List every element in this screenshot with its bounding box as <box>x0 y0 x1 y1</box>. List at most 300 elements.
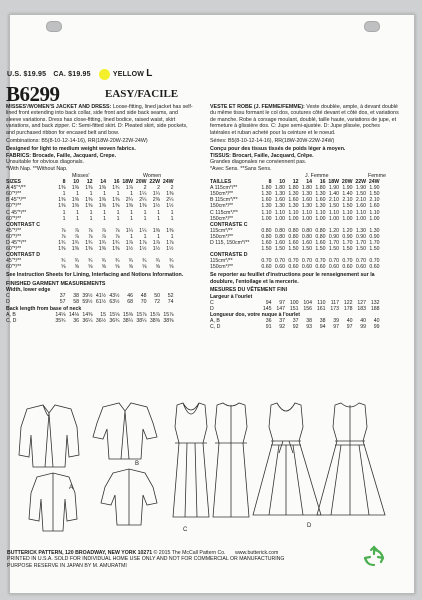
yardage-cell: 1 <box>170 209 174 216</box>
measurement-cell: 178 <box>343 305 353 312</box>
yardage-cell: 1.70 <box>355 240 366 246</box>
measurement-cell: 72 <box>154 299 160 306</box>
en-yardage-table <box>6 179 175 270</box>
yardage-cell: ⅝ <box>155 264 160 271</box>
yardage-cell: 1½ <box>139 246 147 253</box>
en-fabrics: FABRICS: Brocade, Faille, Jacquard, Crepe. <box>6 152 117 159</box>
fr-femme-label: Femme <box>368 173 386 180</box>
measurement-cell: 38¼ <box>136 317 147 324</box>
measurement-title: Longueur dos, votre nuque à l'ourlet <box>210 311 301 318</box>
size-header: 20W <box>135 179 147 186</box>
row-label: C 115cm*/** <box>210 209 238 216</box>
size-header: 24W <box>368 179 380 186</box>
yardage-cell: ⅞ <box>74 233 79 240</box>
size-header: 24W <box>162 179 174 186</box>
yardage-cell: 1.20 <box>328 227 339 234</box>
en-description-title: MISSES'/WOMEN'S JACKET AND DRESS: <box>6 104 112 110</box>
measurement-cell: 183 <box>357 305 366 312</box>
yardage-cell: 1 <box>103 215 106 222</box>
yardage-cell: 1⅞ <box>166 240 174 246</box>
en-combinations: Combinations: B5(8-10-12-14-16), RR(18W-20W-22W-24W) <box>6 138 148 145</box>
price-color: YELLOW <box>112 71 145 78</box>
yardage-row <box>210 264 381 270</box>
yardage-cell: 1.50 <box>288 246 299 253</box>
yardage-cell: 1⅜ <box>58 203 66 210</box>
yardage-cell: ⅝ <box>169 264 174 271</box>
measurement-cell: 58 <box>73 299 79 306</box>
yardage-cell: 1.50 <box>274 246 285 253</box>
yardage-cell: 1¼ <box>139 227 147 234</box>
yardage-cell: ⅝ <box>61 264 66 271</box>
yardage-cell: 1 <box>89 209 93 216</box>
yardage-cell: 0.80 <box>261 227 272 234</box>
yardage-cell: 1 <box>62 209 66 216</box>
yardage-cell: 1.80 <box>261 185 272 192</box>
size-header: 18W <box>328 179 339 186</box>
fr-finished-table <box>210 294 381 331</box>
fr-yardage-table <box>210 179 381 270</box>
yardage-cell: 1.50 <box>369 191 380 198</box>
figure-label-a: A <box>69 485 74 491</box>
row-label: C <box>210 299 214 306</box>
yardage-cell: 1.90 <box>328 185 339 192</box>
row-label: D 45"*/** <box>6 240 27 246</box>
yardage-cell: 1.70 <box>369 240 380 246</box>
yardage-cell: 2¼ <box>125 197 133 204</box>
yardage-cell: 1.10 <box>328 209 339 216</box>
measurement-cell: 92 <box>292 324 299 331</box>
measurement-cell: 40 <box>346 318 353 325</box>
price-size: L <box>146 68 153 79</box>
row-label: 60"*/** <box>6 203 22 210</box>
yardage-cell: 1.50 <box>328 246 339 253</box>
row-label: 115cm*/** <box>210 258 233 265</box>
measurement-cell: 63½ <box>109 299 120 306</box>
row-label: CONTRAST C <box>6 221 41 228</box>
sizes-label: TAILLES <box>210 179 232 186</box>
measurement-cell: 145 <box>262 305 272 312</box>
yardage-cell: 1.30 <box>315 191 326 198</box>
row-label: B 115cm*/** <box>210 197 238 204</box>
yardage-cell: ¾ <box>101 258 106 265</box>
size-header: 8 <box>62 179 66 186</box>
yardage-cell: 1.00 <box>355 215 366 222</box>
measurement-cell: 43½ <box>109 293 120 300</box>
pattern-number: B6299 <box>6 82 60 106</box>
yardage-cell: 1.50 <box>355 191 366 198</box>
yardage-cell: 1.60 <box>301 197 312 204</box>
yardage-cell: 0.90 <box>342 233 353 240</box>
dress-d-back-drawing <box>317 403 385 515</box>
en-finished-title: FINISHED GARMENT MEASUREMENTS <box>6 280 106 287</box>
yardage-cell: 1⅜ <box>98 185 106 192</box>
measurement-cell: 15⅝ <box>122 311 133 318</box>
yardage-cell: 1.50 <box>301 246 312 253</box>
yardage-cell: 1¾ <box>58 240 66 246</box>
yardage-cell: 1 <box>116 209 120 216</box>
yardage-cell: 2 <box>170 185 174 192</box>
yardage-cell: 1⅜ <box>71 197 79 204</box>
publisher-address: BUTTERICK PATTERN, 120 BROADWAY, NEW YORK 10271 <box>7 550 153 556</box>
yardage-cell: 1¼ <box>152 191 160 198</box>
measurement-cell: 70 <box>140 299 147 306</box>
jacket-a-back-drawing <box>29 473 77 531</box>
measurement-cell: 99 <box>360 324 366 331</box>
yardage-cell: 1.80 <box>315 185 326 192</box>
price-ca: CA. $19.95 <box>53 71 91 78</box>
yardage-cell: 1½ <box>125 246 133 253</box>
yardage-cell: 1 <box>130 233 133 240</box>
yardage-cell: ⅝ <box>142 264 147 271</box>
measurement-cell: 38⅜ <box>149 317 160 324</box>
yardage-cell: 1½ <box>152 203 160 210</box>
yardage-cell: 0.60 <box>261 264 272 271</box>
copyright: © 2015 The McCall Pattern Co. <box>153 550 226 556</box>
yardage-cell: 1.00 <box>301 215 312 222</box>
yardage-cell: 0.90 <box>369 233 380 240</box>
yardage-cell: 1.30 <box>355 227 366 234</box>
yardage-cell: 1¾ <box>112 185 120 192</box>
yardage-cell: 1.60 <box>288 240 299 246</box>
yardage-cell: ⅝ <box>101 264 106 271</box>
measurement-title: Back length from base of neck <box>6 305 82 312</box>
row-label: A 115cm*/** <box>210 185 238 192</box>
yardage-cell: 1⅜ <box>58 246 66 253</box>
yardage-cell: 1¾ <box>112 240 120 246</box>
en-unsuitable: Unsuitable for obvious diagonals. <box>6 159 85 166</box>
yardage-cell: 0.60 <box>288 264 299 271</box>
yardage-cell: 1.00 <box>328 215 339 222</box>
yardage-cell: ⅞ <box>101 233 106 240</box>
yardage-cell: 0.60 <box>301 264 312 271</box>
yardage-cell: 1.40 <box>342 191 353 198</box>
size-header: 10 <box>279 179 285 186</box>
yardage-cell: 0.80 <box>288 227 299 234</box>
yardage-cell: 1⅜ <box>85 203 93 210</box>
measurement-row <box>6 318 175 324</box>
yardage-cell: 1.10 <box>261 209 272 216</box>
yardage-cell: 0.60 <box>342 264 353 271</box>
row-label: C <box>6 293 10 300</box>
yardage-cell: 1⅜ <box>85 185 93 192</box>
yardage-cell: 1 <box>89 215 93 222</box>
yardage-cell: 0.80 <box>315 227 326 234</box>
row-label: D <box>210 305 214 312</box>
measurement-cell: 35¾ <box>55 317 66 324</box>
yardage-cell: 1⅜ <box>85 246 93 253</box>
yardage-cell: 1.30 <box>315 203 326 210</box>
yardage-cell: ⅞ <box>88 227 93 234</box>
measurement-cell: 151 <box>289 305 299 312</box>
yardage-cell: 1 <box>130 215 133 222</box>
yardage-cell: 2 <box>143 185 147 192</box>
fr-unsuitable: Grandes diagonales ne conviennent pas. <box>210 159 307 166</box>
yardage-cell: 1 <box>89 191 93 198</box>
measurement-cell: 36¾ <box>109 317 120 324</box>
yardage-cell: 1.10 <box>274 209 285 216</box>
yardage-cell: 0.90 <box>355 233 366 240</box>
yardage-cell: ⅞ <box>61 233 66 240</box>
yardage-cell: 1.60 <box>369 203 380 210</box>
size-header: 22W <box>355 179 366 186</box>
yardage-cell: ¾ <box>74 258 79 265</box>
fr-jfemme-label: J. Femme <box>305 173 329 180</box>
measurement-cell: 38⅜ <box>163 317 174 324</box>
yardage-cell: 1.30 <box>288 203 299 210</box>
yardage-cell: 1.20 <box>342 227 353 234</box>
figure-label-d: D <box>307 523 312 529</box>
technical-drawings <box>7 397 397 543</box>
yardage-cell: 1⅞ <box>125 185 133 192</box>
row-label: 150cm*/** <box>210 233 234 240</box>
yardage-cell: 1¼ <box>139 191 147 198</box>
yardage-cell: 1⅜ <box>71 246 79 253</box>
yardage-cell: 0.70 <box>261 258 272 265</box>
fr-description-title: VESTE ET ROBE (J. FEMME/FEMME): <box>210 104 305 110</box>
size-header: 10 <box>73 179 79 186</box>
yardage-cell: 1.50 <box>328 203 339 210</box>
measurement-cell: 100 <box>289 299 299 306</box>
yardage-cell: 1½ <box>166 246 174 253</box>
yardage-cell: ⅞ <box>115 233 120 240</box>
yardage-cell: 1 <box>103 191 106 198</box>
yardage-cell: 0.80 <box>301 233 312 240</box>
yardage-cell: 1⅜ <box>58 185 66 192</box>
yardage-cell: 1.30 <box>274 191 285 198</box>
yardage-cell: 1.30 <box>369 227 380 234</box>
yardage-cell: ⅞ <box>61 227 66 234</box>
measurement-cell: 14⅜ <box>82 311 93 318</box>
yardage-cell: 1.80 <box>288 185 299 192</box>
yardage-cell: ⅞ <box>74 227 79 234</box>
measurement-cell: 91 <box>265 324 272 331</box>
yardage-cell: 1.50 <box>355 246 366 253</box>
yardage-cell: 2.10 <box>369 197 380 204</box>
fr-instruction-note: Se reporter au feuillet d'instructions pour le renseignement sur la doublure, l'entoilage et la mercerie. <box>210 272 375 285</box>
row-label: 60"*/** <box>6 246 22 253</box>
yardage-cell: 1.50 <box>342 246 353 253</box>
fr-finished-title: MESURES DU VÊTEMENT FINI <box>210 287 288 294</box>
measurement-cell: 39 <box>333 318 339 325</box>
row-label: C 45"*/** <box>6 209 27 216</box>
measurement-cell: 99 <box>373 324 380 331</box>
fr-nap-note: *Avec Sens. **Sans Sens. <box>210 165 272 172</box>
yardage-row <box>6 264 175 270</box>
yardage-cell: 1 <box>157 215 160 222</box>
measurement-cell: 92 <box>279 324 285 331</box>
fr-fabrics: TISSUS: Brocart, Faille, Jacquard, Crêpe. <box>210 152 314 159</box>
yardage-cell: 0.80 <box>288 233 299 240</box>
yardage-cell: 1.60 <box>274 240 285 246</box>
yardage-cell: 1 <box>76 191 79 198</box>
yardage-cell: 1.50 <box>369 246 380 253</box>
yardage-cell: 1.30 <box>274 203 285 210</box>
yardage-cell: ⅝ <box>128 264 133 271</box>
en-misses-label: Misses' <box>72 173 90 180</box>
yardage-cell: 1 <box>157 233 160 240</box>
measurement-cell: 48 <box>140 293 147 300</box>
measurement-cell: 37 <box>292 318 299 325</box>
row-label: B 45"*/** <box>6 197 27 204</box>
en-description: Loose-fitting, lined jacket has self-lined front extending into back collar, side front and side back seams, and sleeve variations. Dress has close-fitting, lined bodice, raised waist, skirt variations, and back zipper. C: Semi-fitted skirt. D: Pleated skirt, side pockets, and purchased ribbon for encased belt and bow. <box>6 104 193 136</box>
yardage-cell: ¾ <box>142 258 147 265</box>
yardage-cell: 0.70 <box>315 258 326 265</box>
size-header: 8 <box>268 179 272 186</box>
measurement-cell: 57 <box>59 299 66 306</box>
yardage-cell: 0.60 <box>328 264 339 271</box>
dress-c-back-drawing <box>213 403 249 517</box>
size-header: 16 <box>113 179 120 186</box>
measurement-cell: 74 <box>167 299 174 306</box>
size-header: 14 <box>100 179 106 186</box>
row-label: 60"*/** <box>6 191 22 198</box>
yardage-cell: 2.10 <box>342 197 353 204</box>
yardage-cell: 1⅜ <box>139 203 147 210</box>
yardage-cell: 1.10 <box>301 209 312 216</box>
figure-label-b: B <box>135 461 140 467</box>
yardage-cell: 1.60 <box>315 240 326 246</box>
yardage-cell: 0.60 <box>355 264 366 271</box>
measurement-cell: 188 <box>370 305 380 312</box>
yardage-cell: 1⅜ <box>166 191 174 198</box>
yardage-cell: 0.70 <box>301 258 312 265</box>
fr-series: Séries: B5(8-10-12-14-16), RR(18W-20W-22W-24W) <box>210 138 335 145</box>
yardage-cell: 1.40 <box>328 191 339 198</box>
yardage-cell: ¾ <box>88 258 93 265</box>
row-label: 150cm*/** <box>210 191 234 198</box>
measurement-cell: 15 <box>100 311 106 318</box>
jacket-a-front-drawing <box>19 405 79 467</box>
yardage-cell: 0.70 <box>355 258 366 265</box>
punch-hole <box>364 21 380 32</box>
yardage-cell: ¾ <box>61 258 66 265</box>
en-women-label: Women <box>143 173 162 180</box>
yardage-cell: 1.10 <box>315 209 326 216</box>
yardage-cell: 1.70 <box>328 240 339 246</box>
row-label: A 45"*/** <box>6 185 26 192</box>
dress-d-front-drawing <box>253 403 321 515</box>
row-label: 150cm*/** <box>210 203 234 210</box>
yardage-cell: 1⅞ <box>125 240 133 246</box>
jacket-b-front-drawing <box>93 403 157 459</box>
measurement-cell: 147 <box>276 305 285 312</box>
row-label: CONTRASTE C <box>210 221 248 228</box>
yardage-cell: 1⅜ <box>71 185 79 192</box>
row-label: C, D <box>210 324 221 331</box>
size-header: 16 <box>319 179 326 186</box>
yardage-cell: 1.60 <box>301 240 312 246</box>
yardage-cell: 1.60 <box>261 197 272 204</box>
yardage-cell: 0.70 <box>328 258 339 265</box>
row-label: 115cm*/** <box>210 227 233 234</box>
yardage-cell: 2¼ <box>166 197 174 204</box>
yardage-cell: 2 <box>157 185 160 192</box>
measurement-cell: 15⅞ <box>136 311 147 318</box>
en-finished-table <box>6 287 175 324</box>
row-label: CONTRAST D <box>6 252 41 259</box>
yardage-cell: 1 <box>130 191 133 198</box>
yardage-cell: ¾ <box>115 258 120 265</box>
row-label: 150cm*/** <box>210 264 234 271</box>
en-nap-note: *With Nap. **Without Nap. <box>6 165 68 172</box>
recycle-icon <box>362 545 386 569</box>
yardage-cell: 1.10 <box>342 209 353 216</box>
measurement-cell: 93 <box>306 324 312 331</box>
size-header: 18W <box>122 179 133 186</box>
measurement-cell: 127 <box>357 299 366 306</box>
yardage-cell: 0.70 <box>342 258 353 265</box>
measurement-cell: 97 <box>346 324 353 331</box>
yardage-cell: 1 <box>103 209 106 216</box>
yardage-cell: 0.60 <box>315 264 326 271</box>
yardage-cell: 1¾ <box>85 240 93 246</box>
yardage-cell: 1.60 <box>288 197 299 204</box>
yardage-cell: ⅞ <box>115 227 120 234</box>
measurement-cell: 110 <box>317 299 326 306</box>
punch-hole <box>46 21 62 32</box>
measurement-cell: 41½ <box>95 293 106 300</box>
yardage-cell: 1⅜ <box>58 197 66 204</box>
measurement-cell: 97 <box>279 299 285 306</box>
measurement-cell: 61½ <box>95 299 106 306</box>
yardage-cell: 1.50 <box>342 203 353 210</box>
measurement-cell: 132 <box>370 299 380 306</box>
yardage-cell: 1.30 <box>288 191 299 198</box>
yardage-cell: 0.60 <box>274 264 285 271</box>
measurement-cell: 14⅛ <box>55 311 66 318</box>
measurement-cell: 122 <box>343 299 353 306</box>
difficulty-label: EASY/FACILE <box>105 88 179 100</box>
yardage-cell: ⅞ <box>101 227 106 234</box>
row-label: 60"*/** <box>6 233 22 240</box>
measurement-cell: 50 <box>154 293 160 300</box>
measurement-cell: 38¼ <box>122 317 133 324</box>
measurement-cell: 38 <box>319 318 326 325</box>
measurement-cell: 37 <box>59 293 66 300</box>
yardage-cell: 1.60 <box>274 197 285 204</box>
yardage-cell: 1.80 <box>274 185 285 192</box>
yardage-cell: ⅝ <box>74 264 79 271</box>
dress-c-front-drawing <box>173 403 209 517</box>
yardage-cell: 1 <box>130 209 133 216</box>
row-label: 60"*/** <box>6 264 22 271</box>
french-column <box>210 104 400 330</box>
measurement-title: Width, lower edge <box>6 287 51 294</box>
yardage-cell: 1⅜ <box>71 203 79 210</box>
yardage-cell: 0.80 <box>301 227 312 234</box>
yardage-cell: 1.60 <box>315 197 326 204</box>
yardage-cell: ¾ <box>155 258 160 265</box>
size-header: 22W <box>149 179 160 186</box>
yardage-cell: 1 <box>76 209 79 216</box>
yardage-cell: ⅝ <box>115 264 120 271</box>
yardage-cell: ¾ <box>128 258 133 265</box>
size-header: 20W <box>341 179 353 186</box>
size-header: 12 <box>292 179 299 186</box>
size-header: 12 <box>86 179 93 186</box>
row-label: CONTRASTE D <box>210 252 248 259</box>
yardage-cell: 0.70 <box>369 258 380 265</box>
yardage-cell: 1 <box>143 233 147 240</box>
row-label: 45"*/** <box>6 227 22 234</box>
yardage-cell: 0.80 <box>274 233 285 240</box>
yardage-cell: 1 <box>170 215 174 222</box>
yardage-cell: 1 <box>143 215 147 222</box>
yardage-cell: 0.90 <box>328 233 339 240</box>
yardage-cell: 1 <box>116 191 120 198</box>
jacket-b-back-drawing <box>101 469 157 525</box>
usage-notice: PRINTED IN U.S.A. SOLD FOR INDIVIDUAL HOME USE ONLY AND NOT FOR COMMERCIAL OR MANUFACTURING <box>7 556 285 563</box>
